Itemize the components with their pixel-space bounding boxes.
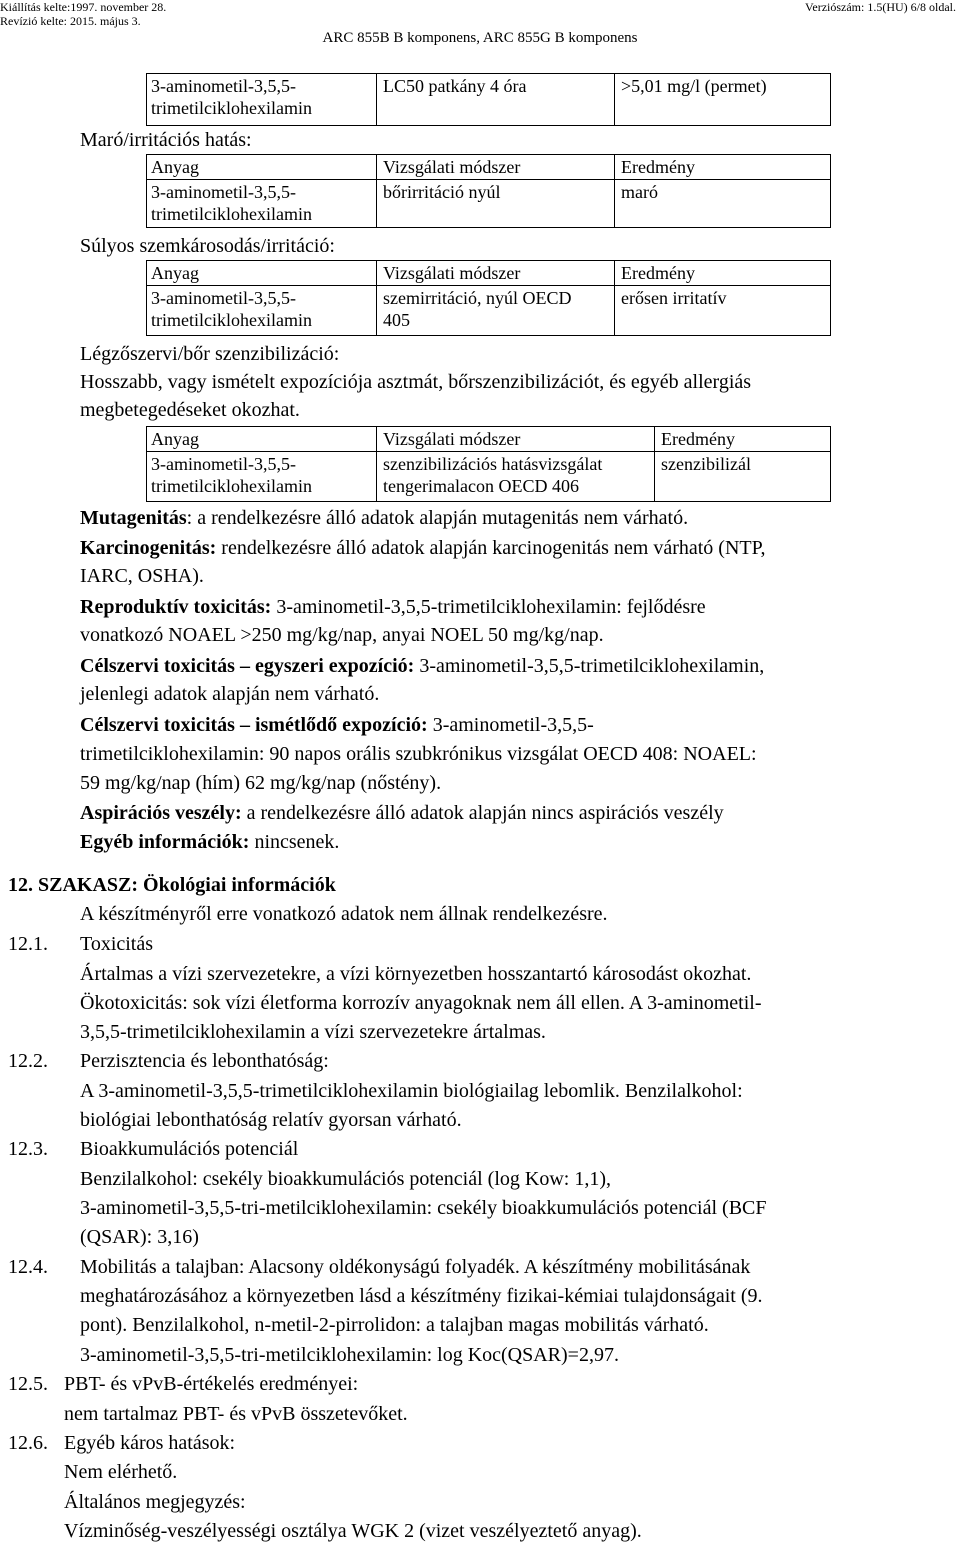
stot-repeated-line-3: 59 mg/kg/nap (hím) 62 mg/kg/nap (nőstény).	[80, 772, 442, 794]
stot-repeated-label: Célszervi toxicitás – ismétlődő expozíció:	[80, 714, 428, 736]
subsection-number: 12.6.	[8, 1432, 48, 1454]
other-effects-text: Nem elérhető.	[64, 1461, 178, 1483]
toxicity-text-3: 3,5,5-trimetilciklohexilamin a vízi szervezetekre ártalmas.	[80, 1021, 546, 1043]
method-cell: szenzibilizációs hatásvizsgálat	[383, 454, 603, 474]
reproductive-line: Reproduktív toxicitás: 3-aminometil-3,5,5-trimetilciklohexilamin: fejlődésre	[80, 596, 706, 618]
method-cell: LC50 patkány 4 óra	[383, 76, 527, 96]
subsection-title-pbt: PBT- és vPvB-értékelés eredményei:	[64, 1373, 359, 1395]
subsection-number: 12.2.	[8, 1050, 48, 1072]
subsection-number: 12.3.	[8, 1138, 48, 1160]
sensitization-table	[146, 426, 831, 502]
skin-irritation-table	[146, 154, 831, 228]
bioaccumulation-text-2: 3-aminometil-3,5,5-tri-metilciklohexilamin: csekély bioakkumulációs potenciál (BCF	[80, 1197, 767, 1219]
result-cell: maró	[621, 182, 658, 202]
stot-repeated-line: Célszervi toxicitás – ismétlődő expozíció: 3-aminometil-3,5,5-	[80, 714, 594, 736]
other-info-label: Egyéb információk:	[80, 831, 250, 853]
toxicity-text-2: Ökotoxicitás: sok vízi életforma korrozív anyagoknak nem áll ellen. A 3-aminometil-	[80, 992, 762, 1014]
stot-single-label: Célszervi toxicitás – egyszeri expozíció:	[80, 655, 415, 677]
inhalation-toxicity-table	[146, 73, 831, 126]
section-12-title: 12. SZAKASZ: Ökológiai információk	[8, 874, 336, 896]
mutagenicity-line: Mutagenitás: a rendelkezésre álló adatok alapján mutagenitás nem várható.	[80, 507, 689, 529]
other-info-line: Egyéb információk: nincsenek.	[80, 831, 340, 853]
table-row: 3-aminometil-3,5,5- trimetilciklohexilamin bőrirritáció nyúl maró	[147, 180, 831, 228]
subsection-number: 12.4.	[8, 1256, 48, 1278]
substance-cell: 3-aminometil-3,5,5-	[151, 454, 296, 474]
table-row: 3-aminometil-3,5,5- trimetilciklohexilamin szenzibilizációs hatásvizsgálat tengerimalacon OECD 406 szenzibilizál	[147, 452, 831, 502]
carcinogenicity-line: Karcinogenitás: rendelkezésre álló adatok alapján karcinogenitás nem várható (NTP,	[80, 537, 766, 559]
general-note-label: Általános megjegyzés:	[64, 1491, 246, 1513]
aspiration-label: Aspirációs veszély:	[80, 802, 242, 824]
table-header-row: Anyag Vizsgálati módszer Eredmény	[147, 261, 831, 286]
eye-damage-heading: Súlyos szemkárosodás/irritáció:	[80, 235, 335, 257]
subsection-title-bioaccumulation: Bioakkumulációs potenciál	[80, 1138, 299, 1160]
pbt-text: nem tartalmaz PBT- és vPvB összetevőket.	[64, 1403, 408, 1425]
mobility-text-3: pont). Benzilalkohol, n-metil-2-pirrolidon: a talajban magas mobilitás várható.	[80, 1314, 709, 1336]
mobility-text-4: 3-aminometil-3,5,5-tri-metilciklohexilamin: log Koc(QSAR)=2,97.	[80, 1344, 619, 1366]
subsection-title-other-effects: Egyéb káros hatások:	[64, 1432, 236, 1454]
result-cell: szenzibilizál	[661, 454, 751, 474]
corrosive-heading: Maró/irritációs hatás:	[80, 129, 252, 151]
mobility-text-2: meghatározásához a környezetben lásd a készítmény fizikai-kémiai tulajdonságait (9.	[80, 1285, 763, 1307]
result-cell: erősen irritatív	[621, 288, 727, 308]
table-row: 3-aminometil-3,5,5- trimetilciklohexilamin szemirritáció, nyúl OECD 405 erősen irritatív	[147, 286, 831, 336]
mobility-text: Mobilitás a talajban: Alacsony oldékonyságú folyadék. A készítmény mobilitásának	[80, 1256, 751, 1278]
bioaccumulation-text-3: (QSAR): 3,16)	[80, 1226, 199, 1248]
result-cell: >5,01 mg/l (permet)	[621, 76, 767, 96]
eye-irritation-table	[146, 260, 831, 336]
table-header-row: Anyag Vizsgálati módszer Eredmény	[147, 155, 831, 180]
sensitization-heading: Légzőszervi/bőr szenzibilizáció:	[80, 343, 340, 365]
sensitization-text-cont: megbetegedéseket okozhat.	[80, 399, 300, 421]
subsection-number: 12.1.	[8, 933, 48, 955]
subsection-title-toxicity: Toxicitás	[80, 933, 154, 955]
document-title: ARC 855B B komponens, ARC 855G B komponens	[322, 30, 638, 46]
aspiration-line: Aspirációs veszély: a rendelkezésre álló adatok alapján nincs aspirációs veszély	[80, 802, 724, 824]
mutagenicity-label: Mutagenitás	[80, 507, 187, 529]
carcinogenicity-line-cont: IARC, OSHA).	[80, 565, 204, 587]
subsection-title-persistence: Perzisztencia és lebonthatóság:	[80, 1050, 329, 1072]
persistence-text: A 3-aminometil-3,5,5-trimetilciklohexilamin biológiailag lebomlik. Benzilalkohol:	[80, 1080, 743, 1102]
method-cell: bőrirritáció nyúl	[383, 182, 501, 202]
revision-date: Revízió kelte: 2015. május 3.	[0, 14, 141, 28]
issue-date: Kiállítás kelte:1997. november 28.	[0, 0, 167, 14]
reproductive-label: Reproduktív toxicitás:	[80, 596, 272, 618]
section-12-intro: A készítményről erre vonatkozó adatok nem állnak rendelkezésre.	[80, 903, 608, 925]
substance-cell: 3-aminometil-3,5,5-	[151, 288, 296, 308]
carcinogenicity-label: Karcinogenitás:	[80, 537, 217, 559]
version-page: Verziószám: 1.5(HU) 6/8 oldal.	[805, 0, 956, 14]
stot-single-line: Célszervi toxicitás – egyszeri expozíció: 3-aminometil-3,5,5-trimetilciklohexilamin,	[80, 655, 765, 677]
reproductive-line-cont: vonatkozó NOAEL >250 mg/kg/nap, anyai NOEL 50 mg/kg/nap.	[80, 624, 604, 646]
method-cell: szemirritáció, nyúl OECD	[383, 288, 572, 308]
sensitization-text: Hosszabb, vagy ismételt expozíciója asztmát, bőrszenzibilizációt, és egyéb allergiás	[80, 371, 752, 393]
toxicity-text: Ártalmas a vízi szervezetekre, a vízi környezetben hosszantartó károsodást okozhat.	[80, 963, 752, 985]
subsection-number: 12.5.	[8, 1373, 48, 1395]
persistence-text-2: biológiai lebonthatóság relatív gyorsan várható.	[80, 1109, 462, 1131]
substance-cell: 3-aminometil-3,5,5-	[151, 76, 296, 96]
bioaccumulation-text: Benzilalkohol: csekély bioakkumulációs potenciál (log Kow: 1,1),	[80, 1168, 611, 1190]
general-note-text: Vízminőség-veszélyességi osztálya WGK 2 (vizet veszélyeztető anyag).	[64, 1520, 642, 1542]
stot-repeated-line-2: trimetilciklohexilamin: 90 napos orális szubkrónikus vizsgálat OECD 408: NOAEL:	[80, 743, 757, 765]
substance-cell: 3-aminometil-3,5,5-	[151, 182, 296, 202]
table-row: 3-aminometil-3,5,5- trimetilciklohexilamin LC50 patkány 4 óra >5,01 mg/l (permet)	[147, 74, 831, 126]
table-header-row: Anyag Vizsgálati módszer Eredmény	[147, 427, 831, 452]
stot-single-line-cont: jelenlegi adatok alapján nem várható.	[80, 683, 380, 705]
